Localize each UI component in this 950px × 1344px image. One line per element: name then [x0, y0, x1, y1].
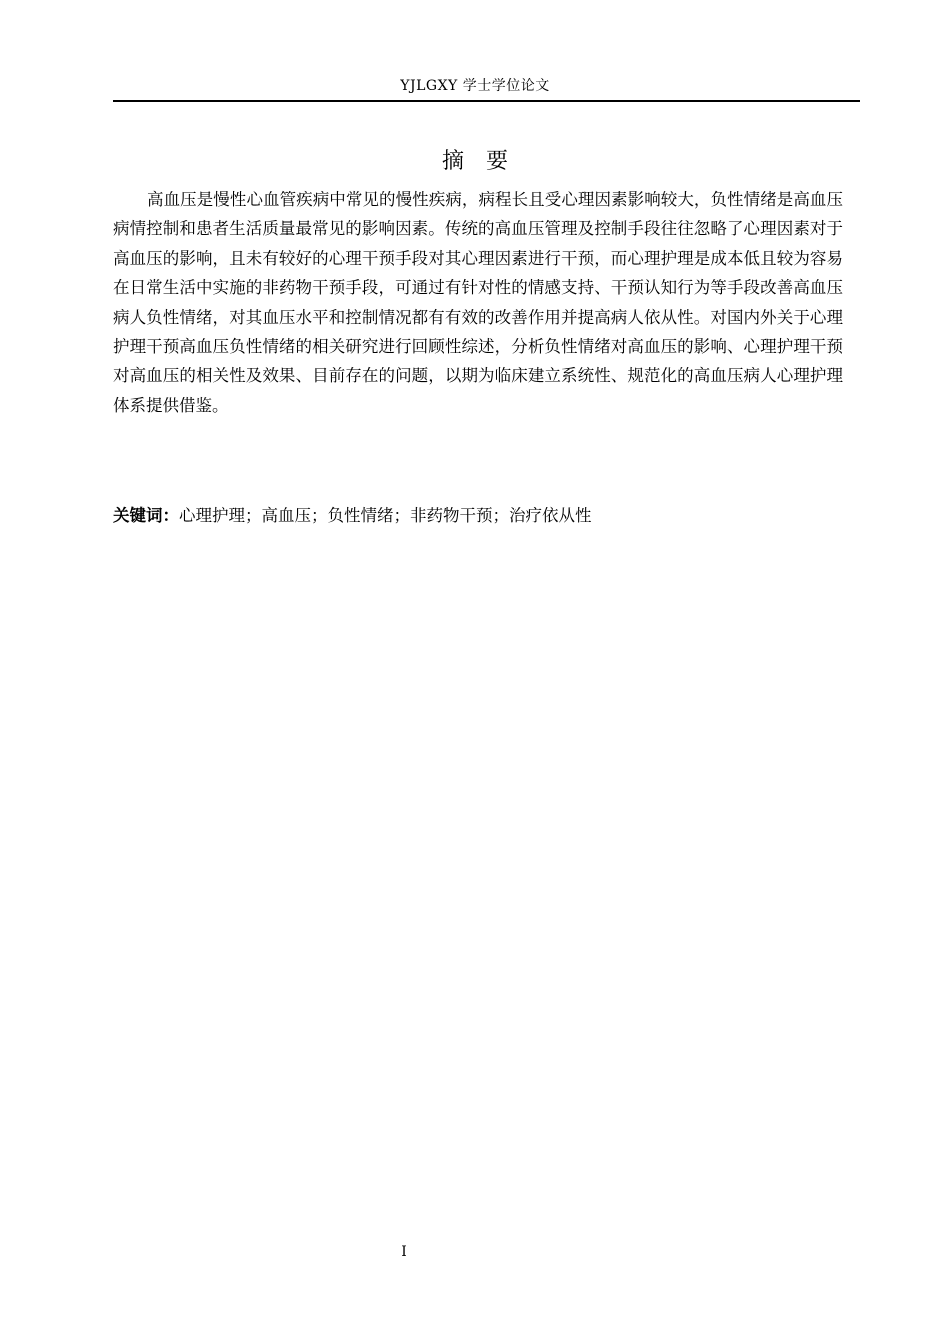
abstract-title: 摘 要 [441, 149, 508, 174]
running-header: YJLGXY 学士学位论文 [400, 78, 550, 94]
header-divider [113, 100, 860, 102]
page-number: I [401, 1244, 407, 1260]
keywords-text: 心理护理；高血压；负性情绪；非药物干预；治疗依从性 [179, 506, 592, 525]
abstract-body: 高血压是慢性心血管疾病中常见的慢性疾病，病程长且受心理因素影响较大，负性情绪是高血压病情控制和患者生活质量最常见的影响因素。传统的高血压管理及控制手段往往忽略了心理因素对于高血压的影响，且未有较好的心理干预手段对其心理因素进行干预，而心理护理是成本低且较为容易在日常生活中实施的非药物干预手段，可通过有针对性的情感支持、干预认知行为等手段改善高血压病人负性情绪，对其血压水平和控制情况都有有效的改善作用并提高病人依从性。对国内外关于心理护理干预高血压负性情绪的相关研究进行回顾性综述，分析负性情绪对高血压的影响、心理护理干预对高血压的相关性及效果、目前存在的问题，以期为临床建立系统性、规范化的高血压病人心理护理体系提供借鉴。 [113, 190, 843, 415]
keywords-label: 关键词： [113, 506, 179, 525]
keywords-line [113, 502, 853, 530]
